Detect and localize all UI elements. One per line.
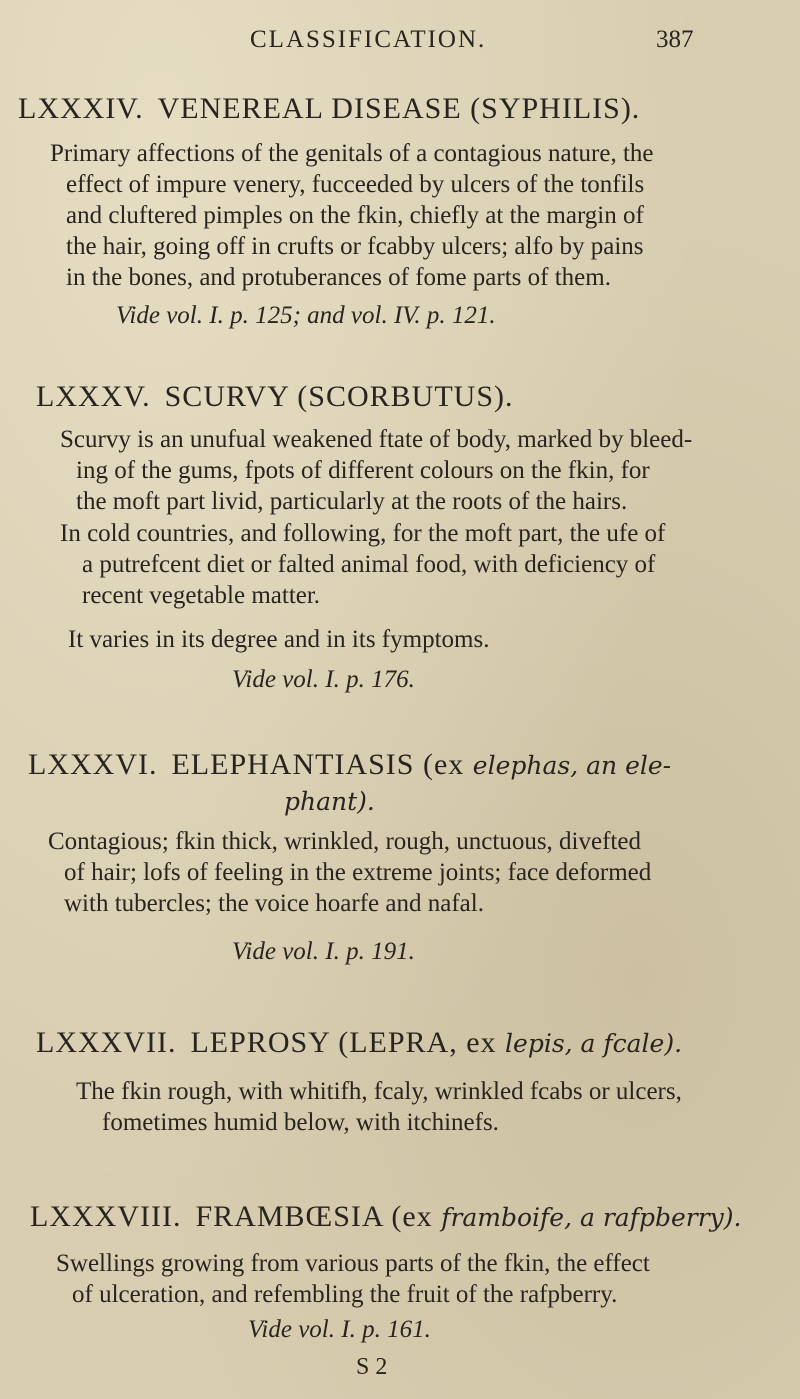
entry-title-italic: elephas, an ele- (472, 751, 672, 780)
text-line: effect of impure venery, fucceeded by ulcers of the tonfils (66, 171, 645, 198)
text-line: Scurvy is an unufual weakened ftate of body, marked by bleed- (60, 426, 693, 453)
entry-heading-continuation (284, 784, 375, 818)
cross-reference: Vide vol. I. p. 176. (232, 666, 415, 693)
entry-paragraph (60, 424, 692, 517)
entry-number: LXXXIV. (18, 92, 144, 125)
entry-title: VENEREAL DISEASE (SYPHILIS). (157, 92, 641, 125)
entry-paragraph (68, 624, 489, 655)
entry-heading (36, 380, 514, 414)
text-line: ing of the gums, fpots of different colours on the fkin, for (76, 457, 650, 484)
text-line: and cluftered pimples on the fkin, chiefly at the margin of (66, 202, 644, 229)
page-header (0, 26, 800, 66)
entry-heading (18, 92, 640, 126)
entry-title: SCURVY (SCORBUTUS). (164, 380, 514, 413)
entry-number: LXXXVI. (28, 748, 158, 781)
entry-title-italic: phant). (284, 787, 375, 816)
entry-title: LEPROSY (LEPRA, ex (190, 1026, 497, 1059)
entry-paragraph (50, 138, 654, 293)
entry-number: LXXXV. (36, 380, 151, 413)
text-line: Swellings growing from various parts of the fkin, the effect (56, 1250, 650, 1277)
text-line: The fkin rough, with whitifh, fcaly, wrinkled fcabs or ulcers, (76, 1078, 682, 1105)
entry-title-italic: framboife, a rafpberry). (441, 1203, 742, 1232)
text-line: of ulceration, and refembling the fruit of the rafpberry. (72, 1281, 618, 1308)
entry-title: FRAMBŒSIA (ex (195, 1200, 433, 1233)
text-line: Primary affections of the genitals of a contagious nature, the (50, 140, 654, 167)
cross-reference: Vide vol. I. p. 161. (248, 1316, 431, 1343)
text-line: It varies in its degree and in its fymptoms. (68, 626, 490, 653)
text-line: in the bones, and protuberances of fome parts of them. (66, 264, 611, 291)
text-line: Contagious; fkin thick, wrinkled, rough, unctuous, divefted (48, 828, 641, 855)
entry-heading (28, 748, 671, 782)
entry-number: LXXXVIII. (30, 1200, 182, 1233)
running-title: CLASSIFICATION. (250, 26, 487, 53)
entry-heading (30, 1200, 741, 1234)
page-number: 387 (656, 26, 694, 53)
entry-paragraph (48, 826, 651, 919)
text-line: the moft part livid, particularly at the roots of the hairs. (76, 488, 628, 515)
text-line: In cold countries, and following, for the moft part, the ufe of (60, 520, 666, 547)
entry-paragraph (76, 1076, 682, 1138)
text-line: of hair; lofs of feeling in the extreme joints; face deformed (64, 859, 652, 886)
entry-title-italic: lepis, a fcale). (505, 1029, 683, 1058)
entry-paragraph (60, 518, 665, 611)
entry-title: ELEPHANTIASIS (ex (171, 748, 465, 781)
text-line: recent vegetable matter. (82, 582, 321, 609)
entry-heading (36, 1026, 682, 1060)
text-line: with tubercles; the voice hoarfe and nafal. (64, 890, 484, 917)
text-line: the hair, going off in crufts or fcabby ulcers; alfo by pains (66, 233, 644, 260)
entry-number: LXXXVII. (36, 1026, 177, 1059)
signature-mark: S 2 (356, 1354, 388, 1380)
cross-reference: Vide vol. I. p. 125; and vol. IV. p. 121. (116, 302, 496, 329)
entry-paragraph (56, 1248, 650, 1310)
cross-reference: Vide vol. I. p. 191. (232, 938, 415, 965)
text-line: a putrefcent diet or falted animal food, with deficiency of (82, 551, 656, 578)
text-line: fometimes humid below, with itchinefs. (102, 1109, 499, 1136)
